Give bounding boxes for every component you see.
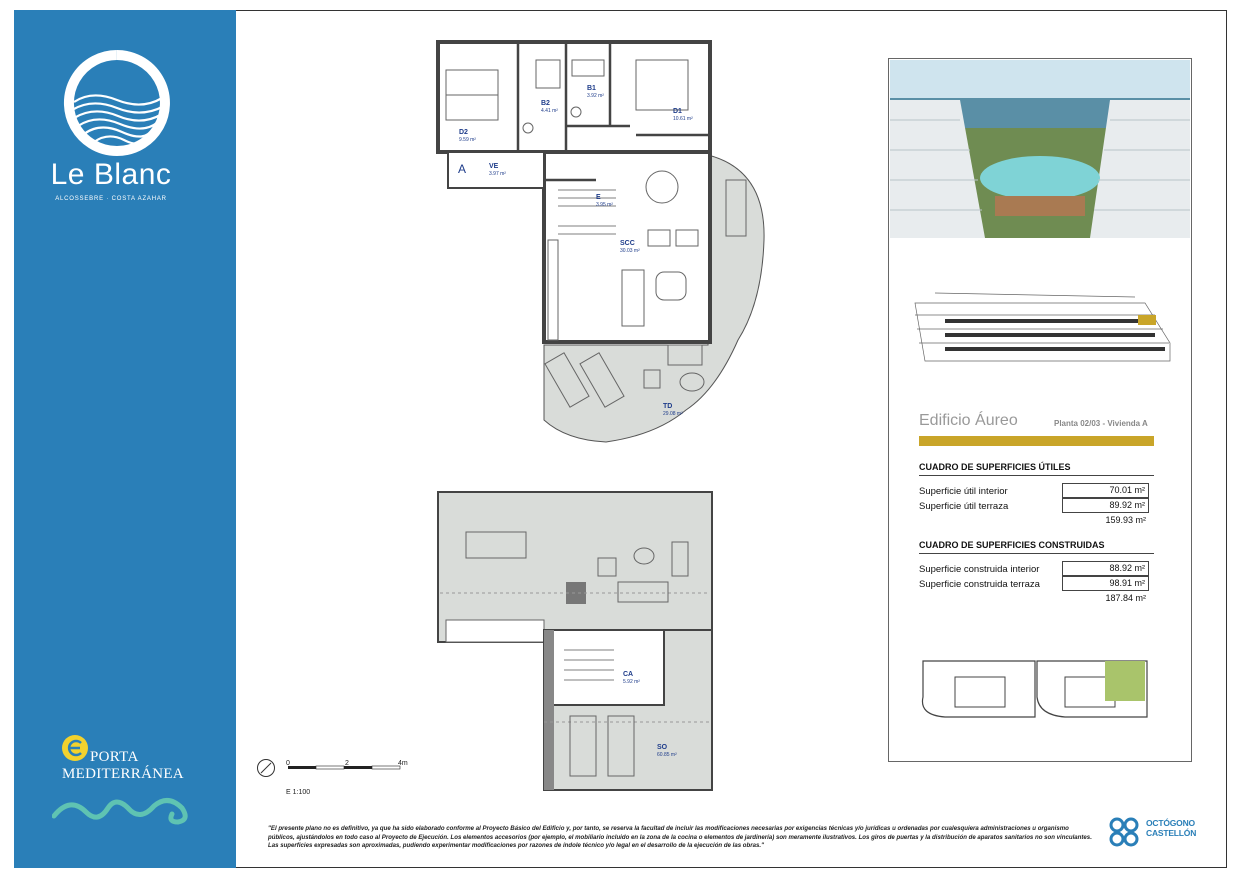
room-scc-label: SCC (620, 240, 635, 247)
building-title: Edificio Áureo (919, 412, 1018, 429)
key-plan-icon (915, 657, 1155, 727)
room-b2-area: 4.41 m² (541, 108, 558, 114)
developer-line2: CASTELLÓN (1146, 828, 1197, 838)
useful-terrace-label: Superficie útil terraza (919, 501, 1009, 512)
room-d1-area: 10.61 m² (673, 116, 693, 122)
room-d1-label: D1 (673, 108, 682, 115)
building-elevation-icon (905, 283, 1175, 378)
room-ve-area: 3.97 m² (489, 171, 506, 177)
room-scc-area: 30.03 m² (620, 248, 640, 254)
room-ve-label: VE (489, 163, 499, 170)
built-interior-label: Superficie construida interior (919, 564, 1040, 575)
partner-name-line2: MEDITERRÁNEA (62, 766, 184, 782)
brand-name: Le Blanc (50, 158, 172, 191)
developer-line1: OCTÓGONO (1146, 818, 1195, 828)
wave-icon (52, 790, 192, 830)
room-b2-label: B2 (541, 100, 550, 107)
room-b1-label: B1 (587, 85, 596, 92)
building-render-image (890, 60, 1190, 238)
scale-tick-4: 4m (398, 760, 408, 767)
room-so-area: 60.85 m² (657, 752, 677, 758)
north-compass-icon (256, 758, 276, 778)
roof-plan-drawing (436, 490, 716, 812)
useful-interior-label: Superficie útil interior (919, 486, 1008, 497)
built-terrace-label: Superficie construida terraza (919, 579, 1040, 590)
built-total-value: 187.84 m² (1105, 593, 1146, 603)
scale-tick-0: 0 (286, 760, 290, 767)
room-e-label: E (596, 194, 601, 201)
highlight-bar (919, 436, 1154, 446)
built-title: CUADRO DE SUPERFICIES CONSTRUIDAS (919, 540, 1105, 550)
room-d2-area: 9.59 m² (459, 137, 476, 143)
partner-name-line1: PORTA (90, 749, 139, 765)
useful-terrace-value: 89.92 m² (1062, 498, 1149, 513)
scale-label: E 1:100 (286, 789, 311, 796)
room-td-label: TD (663, 403, 673, 410)
built-divider (919, 553, 1154, 554)
useful-title: CUADRO DE SUPERFICIES ÚTILES (919, 462, 1071, 472)
room-d2-label: D2 (459, 129, 468, 136)
room-ca-area: 5.92 m² (623, 679, 640, 685)
scale-bar (286, 760, 416, 776)
room-td-area: 29.08 m² (663, 411, 683, 417)
unit-label: Planta 02/03 - Vivienda A (1054, 419, 1148, 428)
floor-plan-drawing (436, 40, 776, 445)
room-e-area: 3.95 m² (596, 202, 613, 208)
room-so-label: SO (657, 744, 668, 751)
brand-tagline: ALCOSSEBRE · COSTA AZAHAR (55, 196, 167, 202)
room-b1-area: 3.92 m² (587, 93, 604, 99)
useful-divider (919, 475, 1154, 476)
le-blanc-logo-icon (62, 50, 172, 160)
useful-total-value: 159.93 m² (1105, 515, 1146, 525)
entry-marker: A (458, 162, 467, 176)
porta-mediterranea-sun-icon (60, 733, 90, 763)
built-terrace-value: 98.91 m² (1062, 576, 1149, 591)
room-ca-label: CA (623, 671, 634, 678)
legal-disclaimer: "El presente plano no es definitivo, ya que ha sido elaborado conforme al Proyecto Básico del Edificio y, por tanto, se reserva la facultad de incluir las modificaciones necesarias por exigencias técnicas y/o jurídicas u ordenadas por cualesquiera administraciones u organismo públicos, ajustándolos en todo caso al Proyecto de Ejecución. Los elementos accesorios (por ejemplo, el mobiliario incluido en la zona de la cocina o elementos de jardinería) son meramente ilustrativos. Los giros de puertas y la distribución de aparatos sanitarios no son vinculantes. Las superficies expresadas son aproximadas, pudiendo experimentar modificaciones por razones de índole técnico y/o legal en el desarrollo de la ejecución de las obras." (268, 825, 1092, 850)
built-interior-value: 88.92 m² (1062, 561, 1149, 576)
useful-interior-value: 70.01 m² (1062, 483, 1149, 498)
scale-tick-2: 2 (345, 760, 349, 767)
developer-name (1146, 818, 1196, 838)
